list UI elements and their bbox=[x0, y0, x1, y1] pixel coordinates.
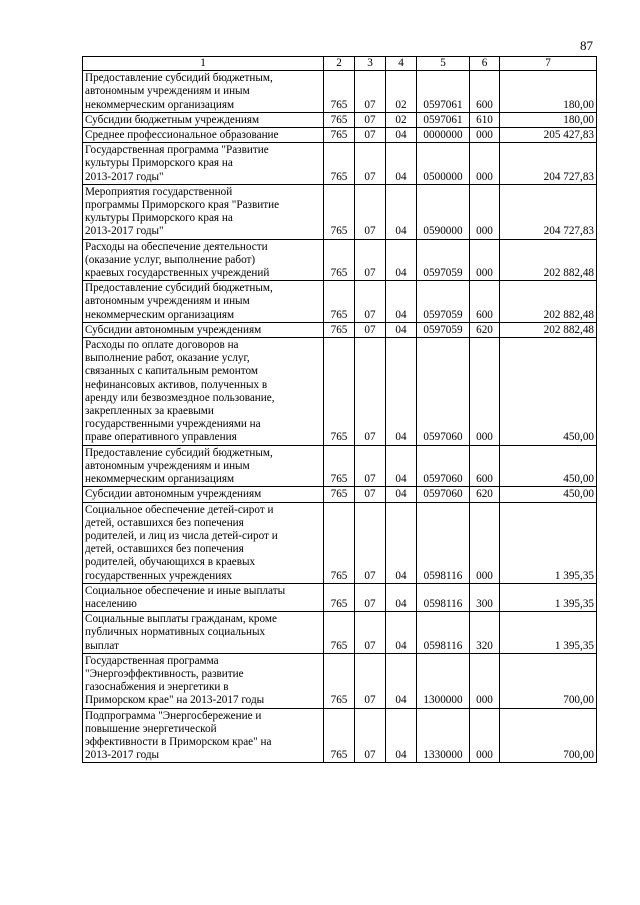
subsection-code-cell: 04 bbox=[386, 281, 417, 323]
table-row bbox=[83, 128, 597, 143]
expense-type-cell: 600 bbox=[470, 281, 500, 323]
target-article-cell: 0598116 bbox=[417, 502, 470, 583]
expense-type-cell: 000 bbox=[470, 502, 500, 583]
section-code-cell: 07 bbox=[355, 143, 386, 185]
section-code-cell: 07 bbox=[355, 184, 386, 239]
amount-cell: 180,00 bbox=[500, 112, 597, 127]
ministry-code-cell: 765 bbox=[324, 445, 355, 487]
column-number-header-row bbox=[83, 57, 597, 71]
target-article-cell: 1330000 bbox=[417, 708, 470, 763]
column-header: 4 bbox=[386, 57, 417, 71]
expense-name-cell: Мероприятия государственной программы Приморского края "Развитие культуры Приморского края на 2013-2017 годы" bbox=[83, 184, 324, 239]
subsection-code-cell: 04 bbox=[386, 502, 417, 583]
ministry-code-cell: 765 bbox=[324, 708, 355, 763]
ministry-code-cell: 765 bbox=[324, 71, 355, 113]
subsection-code-cell: 04 bbox=[386, 184, 417, 239]
expense-type-cell: 620 bbox=[470, 487, 500, 502]
expense-type-cell: 300 bbox=[470, 583, 500, 611]
ministry-code-cell: 765 bbox=[324, 653, 355, 708]
ministry-code-cell: 765 bbox=[324, 281, 355, 323]
expense-name-cell: Предоставление субсидий бюджетным, автономным учреждениям и иным некоммерческим организациям bbox=[83, 71, 324, 113]
ministry-code-cell: 765 bbox=[324, 612, 355, 654]
section-code-cell: 07 bbox=[355, 112, 386, 127]
target-article-cell: 0597059 bbox=[417, 281, 470, 323]
expense-type-cell: 000 bbox=[470, 653, 500, 708]
expense-type-cell: 000 bbox=[470, 143, 500, 185]
expense-name-cell: Расходы по оплате договоров на выполнение работ, оказание услуг, связанных с капитальным ремонтом нефинансовых активов, полученных в аренду или безвозмездное пользование, закрепленных за краевыми государственными учреждениями на праве оперативного управления bbox=[83, 338, 324, 446]
target-article-cell: 0590000 bbox=[417, 184, 470, 239]
table-row bbox=[83, 71, 597, 113]
table-row bbox=[83, 612, 597, 654]
expense-type-cell: 000 bbox=[470, 338, 500, 446]
target-article-cell: 0597060 bbox=[417, 445, 470, 487]
target-article-cell: 0598116 bbox=[417, 612, 470, 654]
amount-cell: 202 882,48 bbox=[500, 239, 597, 281]
expense-type-cell: 000 bbox=[470, 184, 500, 239]
section-code-cell: 07 bbox=[355, 708, 386, 763]
target-article-cell: 0500000 bbox=[417, 143, 470, 185]
column-header: 5 bbox=[417, 57, 470, 71]
section-code-cell: 07 bbox=[355, 322, 386, 337]
expense-name-cell: Государственная программа "Энергоэффективность, развитие газоснабжения и энергетики в Приморском крае" на 2013-2017 годы bbox=[83, 653, 324, 708]
subsection-code-cell: 02 bbox=[386, 112, 417, 127]
section-code-cell: 07 bbox=[355, 583, 386, 611]
target-article-cell: 0597059 bbox=[417, 322, 470, 337]
table-row bbox=[83, 184, 597, 239]
expense-name-cell: Социальное обеспечение и иные выплаты населению bbox=[83, 583, 324, 611]
amount-cell: 450,00 bbox=[500, 445, 597, 487]
expense-name-cell: Социальные выплаты гражданам, кроме публичных нормативных социальных выплат bbox=[83, 612, 324, 654]
section-code-cell: 07 bbox=[355, 71, 386, 113]
amount-cell: 1 395,35 bbox=[500, 502, 597, 583]
ministry-code-cell: 765 bbox=[324, 338, 355, 446]
ministry-code-cell: 765 bbox=[324, 184, 355, 239]
section-code-cell: 07 bbox=[355, 445, 386, 487]
amount-cell: 180,00 bbox=[500, 71, 597, 113]
ministry-code-cell: 765 bbox=[324, 322, 355, 337]
target-article-cell: 0597060 bbox=[417, 487, 470, 502]
expense-name-cell: Подпрограмма "Энергосбережение и повышение энергетической эффективности в Приморском крае" на 2013-2017 годы bbox=[83, 708, 324, 763]
table-row bbox=[83, 112, 597, 127]
subsection-code-cell: 04 bbox=[386, 583, 417, 611]
section-code-cell: 07 bbox=[355, 128, 386, 143]
column-header: 1 bbox=[83, 57, 324, 71]
amount-cell: 202 882,48 bbox=[500, 281, 597, 323]
subsection-code-cell: 02 bbox=[386, 71, 417, 113]
section-code-cell: 07 bbox=[355, 338, 386, 446]
expense-name-cell: Предоставление субсидий бюджетным, автономным учреждениям и иным некоммерческим организациям bbox=[83, 445, 324, 487]
target-article-cell: 1300000 bbox=[417, 653, 470, 708]
column-header: 2 bbox=[324, 57, 355, 71]
column-header: 3 bbox=[355, 57, 386, 71]
amount-cell: 204 727,83 bbox=[500, 184, 597, 239]
section-code-cell: 07 bbox=[355, 239, 386, 281]
amount-cell: 202 882,48 bbox=[500, 322, 597, 337]
table-row bbox=[83, 487, 597, 502]
ministry-code-cell: 765 bbox=[324, 128, 355, 143]
table-row bbox=[83, 653, 597, 708]
amount-cell: 205 427,83 bbox=[500, 128, 597, 143]
expense-type-cell: 000 bbox=[470, 708, 500, 763]
target-article-cell: 0598116 bbox=[417, 583, 470, 611]
target-article-cell: 0597059 bbox=[417, 239, 470, 281]
target-article-cell: 0597061 bbox=[417, 71, 470, 113]
subsection-code-cell: 04 bbox=[386, 239, 417, 281]
subsection-code-cell: 04 bbox=[386, 445, 417, 487]
ministry-code-cell: 765 bbox=[324, 239, 355, 281]
table-row bbox=[83, 281, 597, 323]
ministry-code-cell: 765 bbox=[324, 502, 355, 583]
expense-name-cell: Расходы на обеспечение деятельности (оказание услуг, выполнение работ) краевых государственных учреждений bbox=[83, 239, 324, 281]
amount-cell: 450,00 bbox=[500, 338, 597, 446]
ministry-code-cell: 765 bbox=[324, 112, 355, 127]
subsection-code-cell: 04 bbox=[386, 653, 417, 708]
table-row bbox=[83, 322, 597, 337]
expense-type-cell: 610 bbox=[470, 112, 500, 127]
ministry-code-cell: 765 bbox=[324, 583, 355, 611]
subsection-code-cell: 04 bbox=[386, 128, 417, 143]
page-number: 87 bbox=[580, 38, 593, 53]
expense-type-cell: 620 bbox=[470, 322, 500, 337]
expense-type-cell: 000 bbox=[470, 128, 500, 143]
column-header: 6 bbox=[470, 57, 500, 71]
table-row bbox=[83, 583, 597, 611]
expense-type-cell: 320 bbox=[470, 612, 500, 654]
expense-type-cell: 000 bbox=[470, 239, 500, 281]
target-article-cell: 0000000 bbox=[417, 128, 470, 143]
amount-cell: 700,00 bbox=[500, 708, 597, 763]
subsection-code-cell: 04 bbox=[386, 143, 417, 185]
section-code-cell: 07 bbox=[355, 653, 386, 708]
table-row bbox=[83, 143, 597, 185]
subsection-code-cell: 04 bbox=[386, 338, 417, 446]
expense-name-cell: Предоставление субсидий бюджетным, автономным учреждениям и иным некоммерческим организациям bbox=[83, 281, 324, 323]
section-code-cell: 07 bbox=[355, 487, 386, 502]
section-code-cell: 07 bbox=[355, 281, 386, 323]
expense-name-cell: Субсидии бюджетным учреждениям bbox=[83, 112, 324, 127]
amount-cell: 450,00 bbox=[500, 487, 597, 502]
amount-cell: 1 395,35 bbox=[500, 612, 597, 654]
expense-name-cell: Субсидии автономным учреждениям bbox=[83, 487, 324, 502]
subsection-code-cell: 04 bbox=[386, 612, 417, 654]
subsection-code-cell: 04 bbox=[386, 322, 417, 337]
expense-name-cell: Среднее профессиональное образование bbox=[83, 128, 324, 143]
expense-name-cell: Государственная программа "Развитие культуры Приморского края на 2013-2017 годы" bbox=[83, 143, 324, 185]
table-row bbox=[83, 338, 597, 446]
subsection-code-cell: 04 bbox=[386, 487, 417, 502]
ministry-code-cell: 765 bbox=[324, 487, 355, 502]
table-row bbox=[83, 502, 597, 583]
budget-table bbox=[82, 56, 597, 763]
column-header: 7 bbox=[500, 57, 597, 71]
subsection-code-cell: 04 bbox=[386, 708, 417, 763]
expense-type-cell: 600 bbox=[470, 445, 500, 487]
amount-cell: 204 727,83 bbox=[500, 143, 597, 185]
section-code-cell: 07 bbox=[355, 502, 386, 583]
amount-cell: 1 395,35 bbox=[500, 583, 597, 611]
table-row bbox=[83, 445, 597, 487]
ministry-code-cell: 765 bbox=[324, 143, 355, 185]
target-article-cell: 0597061 bbox=[417, 112, 470, 127]
table-row bbox=[83, 708, 597, 763]
amount-cell: 700,00 bbox=[500, 653, 597, 708]
table-row bbox=[83, 239, 597, 281]
expense-name-cell: Субсидии автономным учреждениям bbox=[83, 322, 324, 337]
section-code-cell: 07 bbox=[355, 612, 386, 654]
expense-type-cell: 600 bbox=[470, 71, 500, 113]
target-article-cell: 0597060 bbox=[417, 338, 470, 446]
expense-name-cell: Социальное обеспечение детей-сирот и детей, оставшихся без попечения родителей, и лиц из числа детей-сирот и детей, оставшихся без попечения родителей, обучающихся в краевых государственных учреждениях bbox=[83, 502, 324, 583]
